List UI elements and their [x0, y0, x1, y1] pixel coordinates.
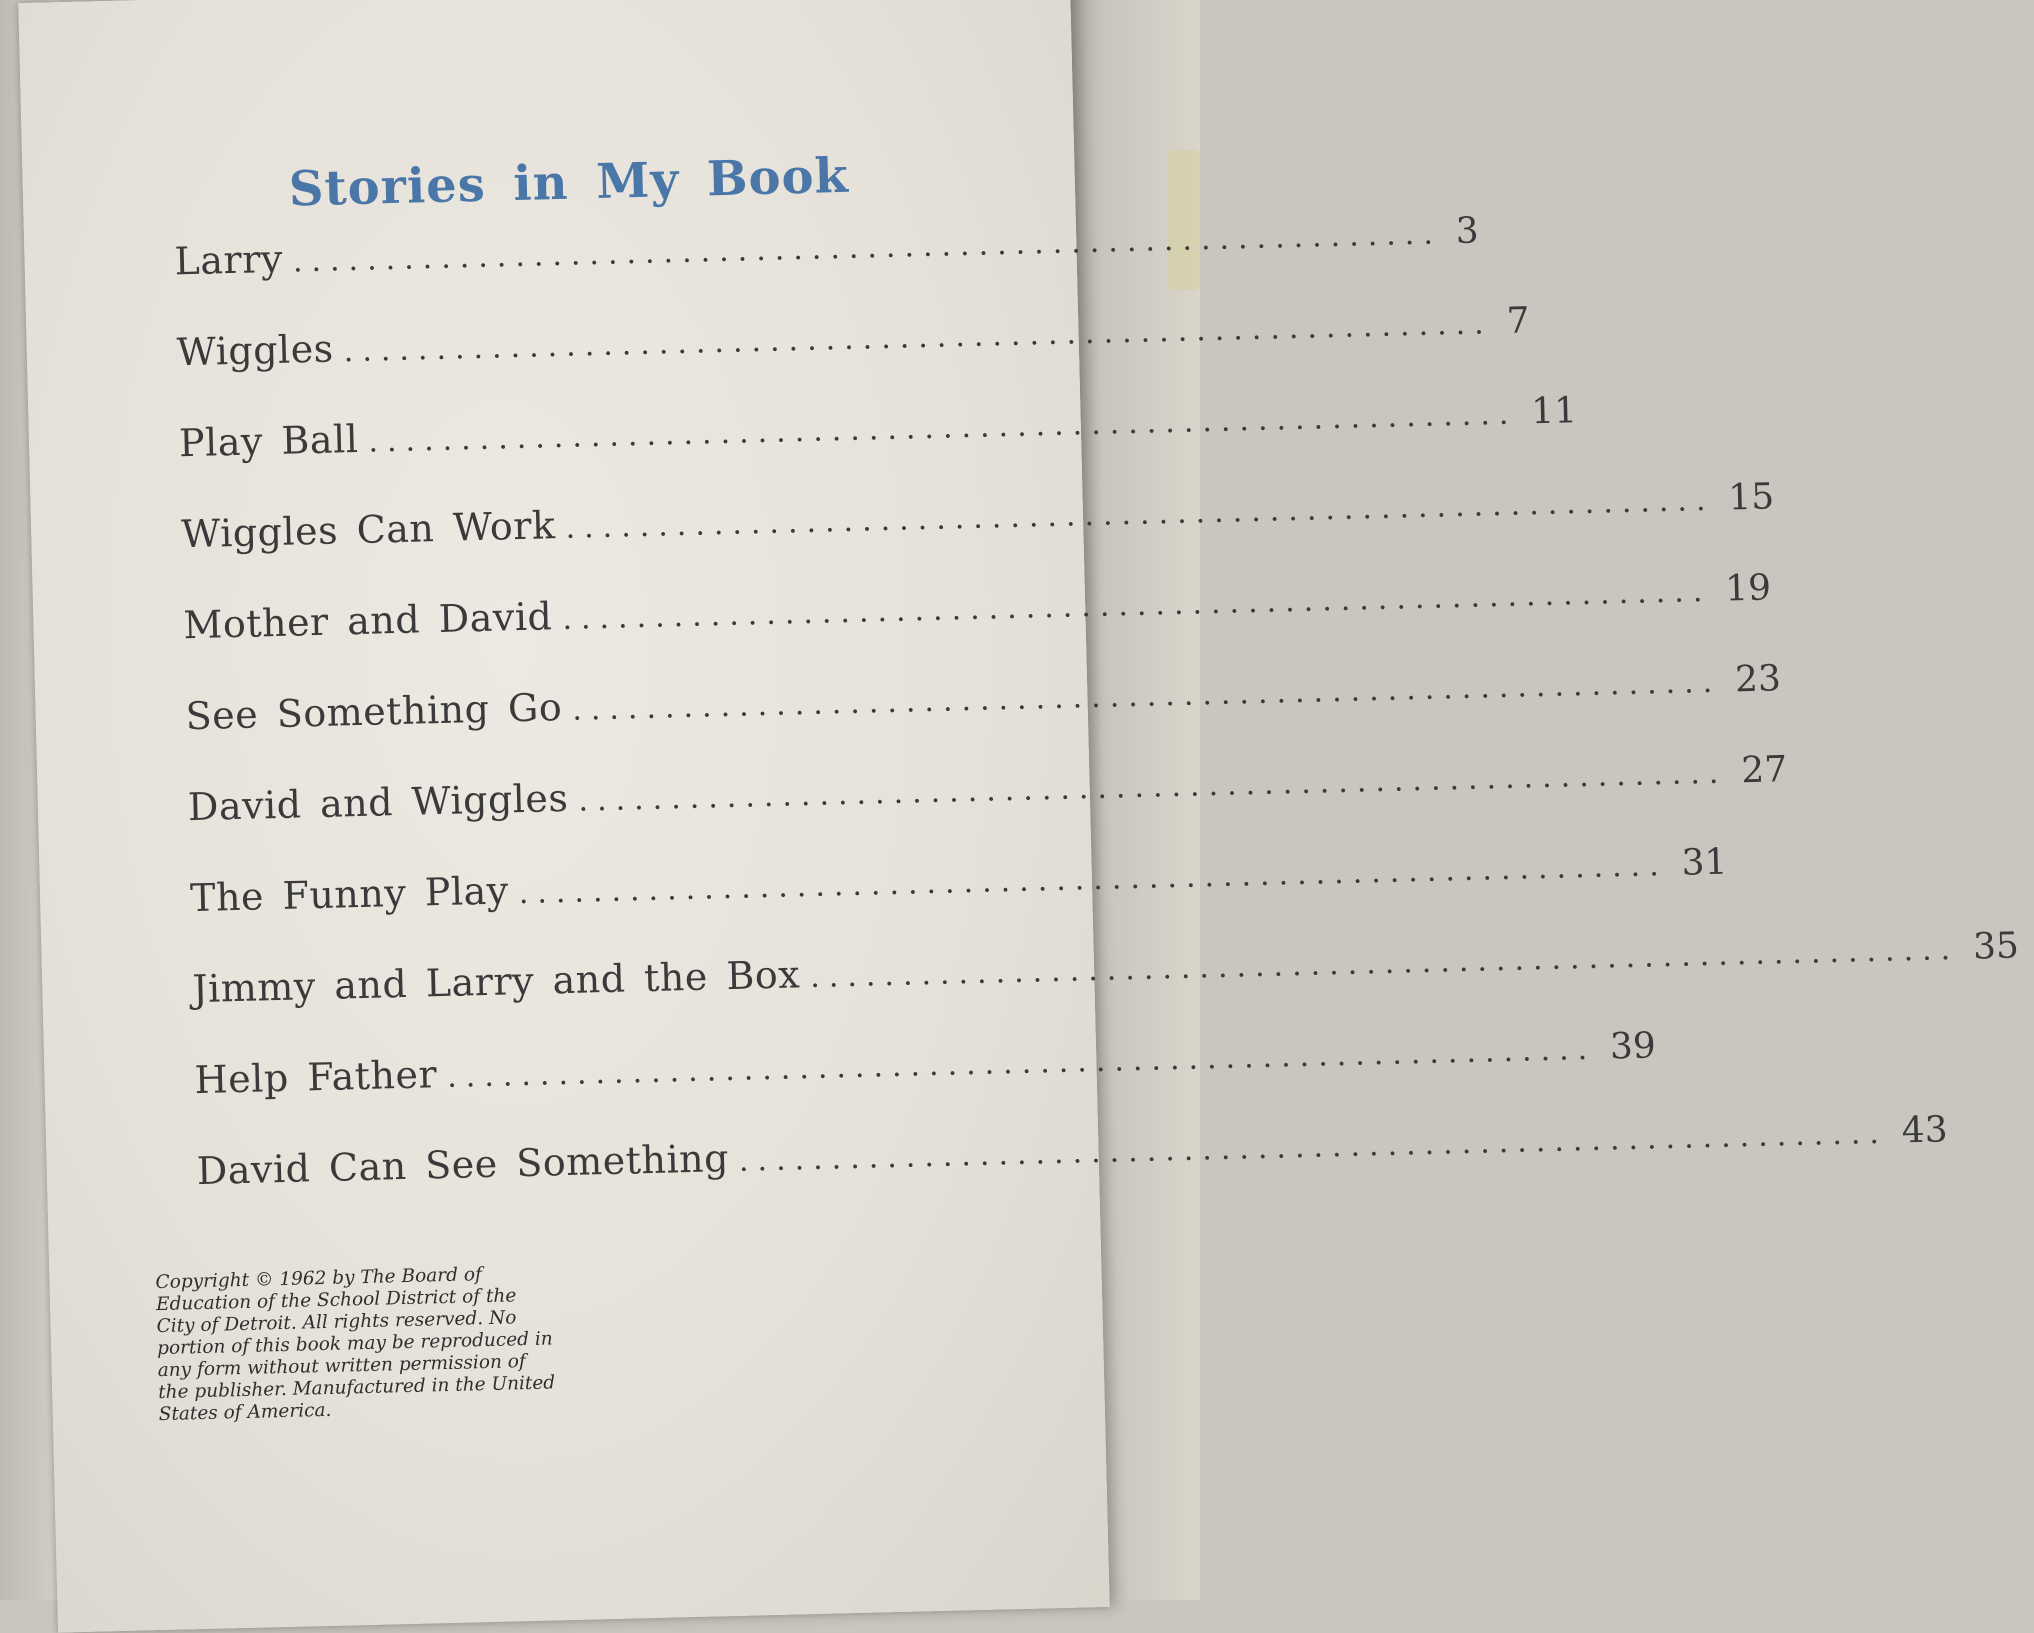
- toc-entry-page: 19: [1724, 567, 1772, 610]
- toc-entry-page: 27: [1740, 749, 1788, 792]
- copyright-notice: Copyright © 1962 by The Board of Education of the School District of the City of Detroit. All rights reserved. No portion of this book may be reproduced in any form without written permission of the publisher. Manufactured in the United States of America.: [155, 1264, 556, 1426]
- dot-leader: ..............................................................: [343, 306, 1494, 370]
- toc-entry-title: See Something Go: [185, 685, 563, 739]
- toc-entry-title: The Funny Play: [189, 868, 510, 921]
- dot-leader: ..............................................................: [809, 931, 1960, 996]
- toc-entry-page: 43: [1901, 1109, 1949, 1152]
- toc-entry-page: 23: [1734, 658, 1782, 701]
- dot-leader: ..............................................................: [561, 573, 1712, 637]
- toc-entry-title: Help Father: [194, 1052, 438, 1103]
- book-page: [18, 0, 2020, 1633]
- toc-entry-title: Jimmy and Larry and the Box: [191, 952, 801, 1012]
- dot-leader: ..............................................................: [446, 1031, 1597, 1095]
- toc-entry-title: Wiggles: [176, 326, 335, 375]
- table-of-contents: [174, 210, 2020, 1240]
- dot-leader: ..............................................................: [571, 664, 1722, 728]
- toc-entry-page: 35: [1972, 925, 2020, 968]
- dot-leader: ..............................................................: [292, 216, 1443, 280]
- toc-entry-page: 3: [1455, 210, 1480, 253]
- toc-entry-title: Mother and David: [182, 594, 553, 648]
- toc-entry-title: David Can See Something: [196, 1136, 730, 1194]
- page-title: Stories in My Book: [288, 147, 850, 218]
- toc-entry-page: 15: [1727, 476, 1775, 519]
- toc-entry: [196, 1109, 1949, 1240]
- toc-entry-title: Wiggles Can Work: [180, 503, 556, 557]
- dot-leader: ..............................................................: [518, 848, 1669, 912]
- dot-leader: ..............................................................: [367, 396, 1518, 460]
- toc-entry-title: David and Wiggles: [187, 775, 569, 830]
- dot-leader: ..............................................................: [565, 482, 1715, 546]
- toc-entry-title: Larry: [174, 236, 284, 284]
- toc-entry-page: 7: [1506, 300, 1530, 342]
- toc-entry-title: Play Ball: [178, 416, 359, 466]
- dot-leader: ..............................................................: [578, 755, 1728, 819]
- toc-entry-page: 11: [1530, 390, 1578, 433]
- dot-leader: ..............................................................: [738, 1115, 1889, 1179]
- toc-entry-page: 31: [1681, 841, 1728, 884]
- toc-entry-page: 39: [1609, 1025, 1657, 1068]
- underlying-page-illustration: [1168, 150, 1200, 290]
